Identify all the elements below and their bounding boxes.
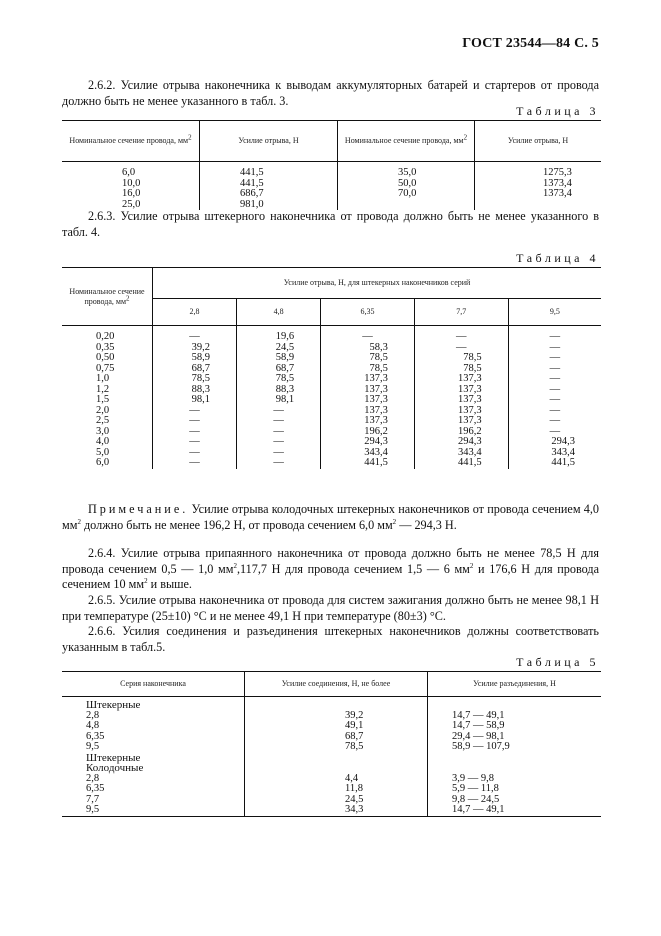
table-cell: 137,3 <box>414 395 508 406</box>
group-label: Штекерные <box>62 753 245 764</box>
table-cell: 35,0 <box>338 162 475 179</box>
table-4-caption: Таблица 4 <box>516 251 599 265</box>
table-3-caption: Таблица 3 <box>516 104 599 118</box>
paragraph-text: 2.6.6. Усилия соединения и разъединения штекерных наконечников должны соответствовать указанным в табл.5. <box>62 624 599 654</box>
table-cell: — <box>237 427 321 438</box>
paragraph-text: 2.6.2. Усилие отрыва наконечника к выводам аккумуляторных батарей и стартеров от провода должно быть не менее указанного в табл. 3. <box>62 78 599 108</box>
note-text: Усилие отрыва колодочных штекерных наконечников от провода сечением 4,0 мм <box>62 502 599 532</box>
t3-header-force-2: Усилие отрыва, Н <box>507 136 569 145</box>
table-row <box>62 437 601 448</box>
table-cell: 58,9 <box>153 353 237 364</box>
table-4 <box>62 267 601 469</box>
table-cell: 294,3 <box>551 436 575 447</box>
table-5 <box>62 671 601 817</box>
table-cell: 1,2 <box>62 385 153 396</box>
group-label: Колодочные <box>62 763 245 774</box>
paragraph-text-3: и 176,6 Н для провода сечением 10 мм <box>62 561 600 591</box>
table-cell: — <box>549 341 561 353</box>
table-cell: 4,4 <box>245 774 428 785</box>
t3-header-section-2: Номинальное сечение провода, $мм^2$ <box>338 121 475 162</box>
t4-header-series: 4,8 <box>237 299 321 326</box>
table-cell: 441,5 <box>551 457 575 468</box>
paragraph-2-6-6 <box>62 624 599 655</box>
table-cell: 7,7 <box>62 795 245 806</box>
group-row <box>62 763 601 774</box>
table-cell: 137,3 <box>321 416 415 427</box>
table-cell: 78,5 <box>414 364 508 375</box>
table-cell: 137,3 <box>321 406 415 417</box>
paragraph-2-6-4: 2.6.4. Усилие отрыва припаянного наконечника от провода должно быть не менее 78,5 Н для провода сечением 0,5 — 1,0 $мм^2,117,7$ Н для провода сечением 1,5 — 6 $мм^2$ и 176,6 Н для провода сечением 10 $мм^2$ и выше. <box>62 546 600 591</box>
table-cell: — <box>153 326 237 343</box>
t4-header-series: 7,7 <box>414 299 508 326</box>
note-text-3: — 294,3 Н. <box>396 517 457 532</box>
table-cell: 1,5 <box>62 395 153 406</box>
paragraph-text: 2.6.5. Усилие отрыва наконечника от провода для систем зажигания должно быть не менее 98,1 Н при температуре (25±10) °С и не менее 49,1 Н при температуре (80±3) °С. <box>62 593 599 623</box>
table-cell: 3,0 <box>62 427 153 438</box>
table-cell: 24,5 <box>245 795 428 806</box>
t4-header-group: Усилие отрыва, Н, для штекерных наконечников серий <box>153 268 602 299</box>
table-cell: 343,4 <box>321 448 415 459</box>
table-cell: — <box>549 383 561 395</box>
table-cell: 10,0 <box>62 179 200 190</box>
table-cell: 68,7 <box>245 732 428 743</box>
table-cell: — <box>153 406 237 417</box>
table-row <box>62 711 601 722</box>
table-cell <box>245 763 428 774</box>
table-cell: — <box>414 343 508 354</box>
table-cell: 6,35 <box>62 732 245 743</box>
table-cell: — <box>153 458 237 469</box>
table-row <box>62 721 601 732</box>
table-cell: — <box>414 326 508 343</box>
table-cell: 98,1 <box>153 395 237 406</box>
table-cell: 196,2 <box>414 427 508 438</box>
table-cell: 78,5 <box>237 374 321 385</box>
table-cell: 137,3 <box>414 385 508 396</box>
table-cell: — <box>549 425 561 437</box>
table-cell: 0,35 <box>62 343 153 354</box>
table-cell: 78,5 <box>153 374 237 385</box>
table-row <box>62 448 601 459</box>
table-cell: — <box>237 406 321 417</box>
table-row <box>62 179 601 190</box>
table-cell: 1275,3 <box>543 167 572 178</box>
table-row <box>62 326 601 343</box>
table-cell <box>428 753 602 764</box>
table-cell: 5,0 <box>62 448 153 459</box>
table-cell: 4,8 <box>62 721 245 732</box>
paragraph-text-4: и выше. <box>147 577 192 591</box>
table-cell: 9,8 — 24,5 <box>452 793 500 805</box>
table-cell: 2,8 <box>62 711 245 722</box>
group-label: Штекерные <box>62 697 245 711</box>
t5-header-connect: Усилие соединения, Н, не более <box>245 672 428 697</box>
table-cell: 78,5 <box>414 353 508 364</box>
table-cell: 0,50 <box>62 353 153 364</box>
table-cell: 137,3 <box>321 385 415 396</box>
table-row <box>62 385 601 396</box>
table-cell: 137,3 <box>414 374 508 385</box>
table-cell: 68,7 <box>153 364 237 375</box>
table-row <box>62 162 601 179</box>
table-cell: 14,7 — 49,1 <box>452 709 505 721</box>
table-cell: 343,4 <box>551 446 575 458</box>
table-cell: 2,0 <box>62 406 153 417</box>
table-cell <box>245 697 428 711</box>
table-cell: 137,3 <box>414 406 508 417</box>
table-cell: 88,3 <box>153 385 237 396</box>
table-cell: 9,5 <box>62 742 245 753</box>
table-cell: — <box>153 448 237 459</box>
table-cell: 25,0 <box>62 200 200 211</box>
t5-header-series: Серия наконечника <box>62 672 245 697</box>
table-row <box>62 189 601 200</box>
table-cell: 78,5 <box>321 364 415 375</box>
note-label: Примечание. <box>88 502 189 516</box>
table-cell: 343,4 <box>414 448 508 459</box>
table-cell: 981,0 <box>200 200 338 211</box>
table-cell: 2,5 <box>62 416 153 427</box>
table-row <box>62 374 601 385</box>
table-cell: 6,0 <box>62 458 153 469</box>
table-3 <box>62 120 601 210</box>
paragraph-text-2: ,117,7 Н для провода сечением 1,5 — 6 мм <box>236 561 470 576</box>
table-row <box>62 795 601 806</box>
table-cell: 98,1 <box>237 395 321 406</box>
table-cell: 24,5 <box>237 343 321 354</box>
table-cell: 294,3 <box>321 437 415 448</box>
table-row <box>62 364 601 375</box>
table-cell: 58,9 — 107,9 <box>452 741 510 752</box>
table-cell: 19,6 <box>237 326 321 343</box>
table-cell: 137,3 <box>321 374 415 385</box>
table-cell: — <box>237 437 321 448</box>
table-cell: 0,75 <box>62 364 153 375</box>
table-cell: — <box>321 326 415 343</box>
table-cell: — <box>549 404 561 416</box>
t3-header-section: Номинальное сечение провода, $мм^2$ <box>62 121 200 162</box>
table-row <box>62 427 601 438</box>
table-4-note: Примечание. Усилие отрыва колодочных штекерных наконечников от провода сечением 4,0 $мм^2$ должно быть не менее 196,2 Н, от провода сечением 6,0 $мм^2$ — 294,3 Н. <box>62 502 599 532</box>
table-cell <box>428 763 602 774</box>
table-cell: 137,3 <box>414 416 508 427</box>
table-cell: 29,4 — 98,1 <box>452 730 505 742</box>
table-cell: — <box>549 362 561 374</box>
table-row <box>62 406 601 417</box>
table-cell: 14,7 — 49,1 <box>452 804 505 815</box>
table-cell: 294,3 <box>414 437 508 448</box>
paragraph-text: 2.6.4. Усилие отрыва припаянного наконечника от провода должно быть не менее 78,5 Н для провода сечением 0,5 — 1,0 мм <box>62 546 599 576</box>
paragraph-2-6-5 <box>62 593 599 624</box>
table-cell: 441,5 <box>414 458 508 469</box>
table-cell <box>245 753 428 764</box>
table-cell: 1373,4 <box>543 177 572 189</box>
table-cell <box>428 697 602 711</box>
table-cell: 58,3 <box>321 343 415 354</box>
table-cell: 441,5 <box>200 162 338 179</box>
table-row <box>62 458 601 469</box>
table-row <box>62 742 601 753</box>
table-cell: 50,0 <box>338 179 475 190</box>
table-cell: 58,9 <box>237 353 321 364</box>
table-cell: — <box>549 331 561 342</box>
table-cell: 78,5 <box>321 353 415 364</box>
table-row <box>62 416 601 427</box>
t4-header-series: 9,5 <box>549 307 560 316</box>
table-row <box>62 343 601 354</box>
table-cell: 686,7 <box>200 189 338 200</box>
table-cell: 441,5 <box>200 179 338 190</box>
table-cell: 9,5 <box>62 805 245 816</box>
table-row <box>62 784 601 795</box>
table-cell: 14,7 — 58,9 <box>452 720 505 731</box>
table-cell: 49,1 <box>245 721 428 732</box>
table-cell: 6,35 <box>62 784 245 795</box>
table-cell: 137,3 <box>321 395 415 406</box>
table-cell: 196,2 <box>321 427 415 438</box>
group-row <box>62 697 601 711</box>
table-row <box>62 805 601 816</box>
table-cell: 39,2 <box>245 711 428 722</box>
table-cell: 88,3 <box>237 385 321 396</box>
t3-header-force: Усилие отрыва, Н <box>200 121 338 162</box>
table-cell: 11,8 <box>245 784 428 795</box>
page-header: ГОСТ 23544—84 С. 5 <box>462 36 599 51</box>
paragraph-2-6-3 <box>62 209 599 240</box>
table-cell: — <box>237 416 321 427</box>
table-cell: 34,3 <box>245 805 428 816</box>
table-cell: — <box>549 373 561 384</box>
table-row <box>62 774 601 785</box>
table-cell: 4,0 <box>62 437 153 448</box>
table-5-caption: Таблица 5 <box>516 655 599 669</box>
note-text-2: должно быть не менее 196,2 Н, от провода сечением 6,0 мм <box>80 517 393 532</box>
table-cell: — <box>549 352 561 363</box>
table-cell: 2,8 <box>62 774 245 785</box>
table-cell: — <box>153 427 237 438</box>
table-cell: 16,0 <box>62 189 200 200</box>
paragraph-text: 2.6.3. Усилие отрыва штекерного наконечника от провода должно быть не менее указанного в табл. 4. <box>62 209 599 239</box>
table-cell: 1373,4 <box>543 188 572 199</box>
table-cell: — <box>153 437 237 448</box>
t4-header-series: 6,35 <box>321 299 415 326</box>
table-cell: — <box>237 448 321 459</box>
table-row <box>62 395 601 406</box>
table-cell: — <box>237 458 321 469</box>
table-cell: 6,0 <box>62 162 200 179</box>
table-cell: 441,5 <box>321 458 415 469</box>
table-cell: — <box>153 416 237 427</box>
table-cell: 70,0 <box>338 189 475 200</box>
table-cell: 1,0 <box>62 374 153 385</box>
table-cell: 0,20 <box>62 326 153 343</box>
table-cell: — <box>549 394 561 405</box>
t4-header-section: Номинальное сечение провода, $мм^2$ <box>62 268 153 326</box>
table-cell: — <box>549 415 561 426</box>
table-cell: 68,7 <box>237 364 321 375</box>
table-cell: 5,9 — 11,8 <box>452 783 499 794</box>
table-cell: 78,5 <box>245 742 428 753</box>
table-row <box>62 732 601 743</box>
t5-header-disconnect: Усилие разъединения, Н <box>473 679 556 688</box>
t4-header-series: 2,8 <box>153 299 237 326</box>
table-row <box>62 353 601 364</box>
table-cell: 39,2 <box>153 343 237 354</box>
table-cell: 3,9 — 9,8 <box>452 772 494 784</box>
